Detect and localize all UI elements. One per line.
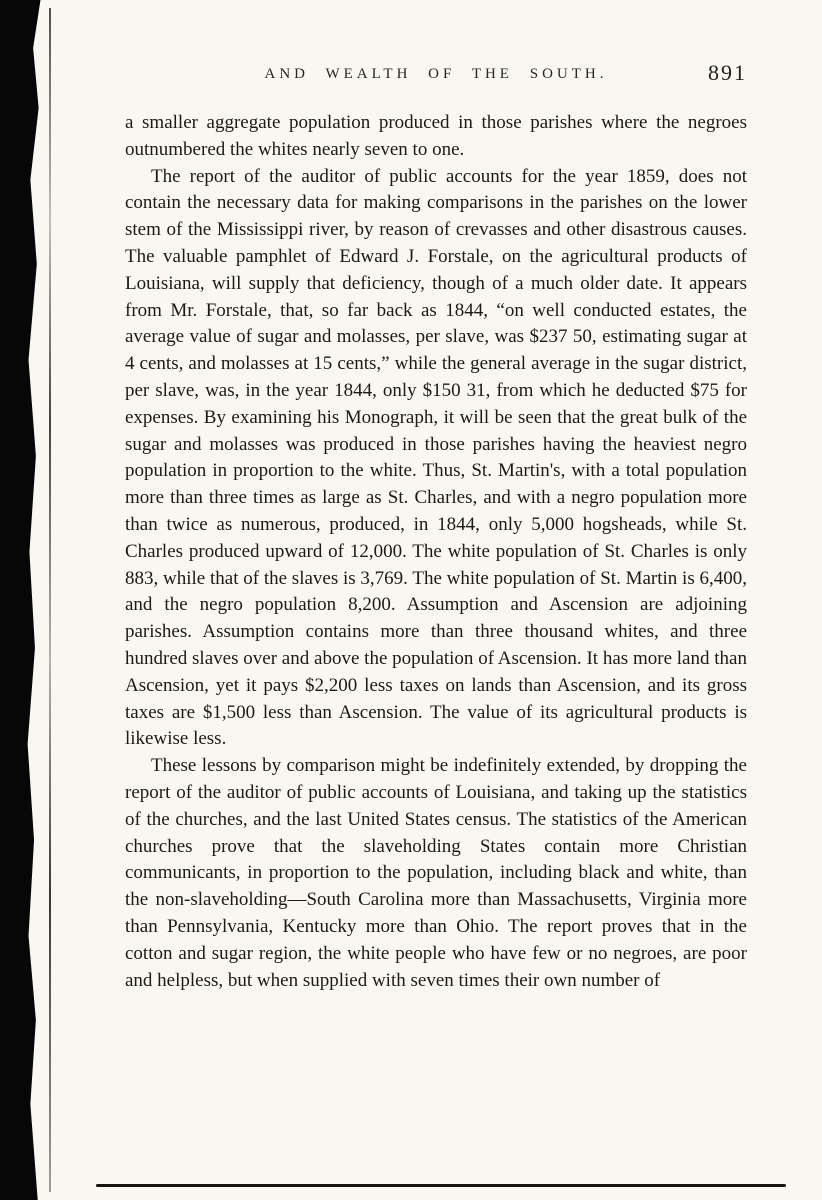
page-body [125, 110, 747, 994]
paragraph: a smaller aggregate population produced in those parishes where the negroes outnumbered the whites nearly seven to one. [125, 112, 747, 160]
page-header [125, 60, 747, 92]
page-number: 891 [708, 60, 747, 85]
running-title: AND WEALTH OF THE SOUTH. [264, 66, 608, 82]
paragraph: These lessons by comparison might be indefinitely extended, by dropping the report of the auditor of public accounts of Louisiana, and taking up the statistics of the churches, and the last United States census. The statistics of the American churches prove that the slaveholding States contain more Christian communicants, in proportion to the population, including black and white, than the non-slaveholding—South Carolina more than Massachusetts, Virginia more than Pennsylvania, Kentucky more than Ohio. The report proves that in the cotton and sugar region, the white people who have few or no negroes, are poor and helpless, but when supplied with seven times their own number of [125, 755, 747, 991]
paragraph: The report of the auditor of public accounts for the year 1859, does not contain the necessary data for making comparisons in the parishes on the lower stem of the Mississippi river, by reason of crevasses and other disastrous causes. The valuable pamphlet of Edward J. Forstale, on the agricultural products of Louisiana, will supply that deficiency, though of a much older date. It appears from Mr. Forstale, that, so far back as 1844, “on well conducted estates, the average value of sugar and molasses, per slave, was $237 50, estimating sugar at 4 cents, and molasses at 15 cents,” while the general average in the sugar district, per slave, was, in the year 1844, only $150 31, from which he deducted $75 for expenses. By examining his Monograph, it will be seen that the great bulk of the sugar and molasses was produced in those parishes having the heaviest negro population in proportion to the white. Thus, St. Martin's, with a total population more than three times as large as St. Charles, and with a negro population more than twice as numerous, produced, in 1844, only 5,000 hogsheads, while St. Charles produced upward of 12,000. The white population of St. Charles is only 883, while that of the slaves is 3,769. The white population of St. Martin is 6,400, and the negro population 8,200. Assumption and Ascension are adjoining parishes. Assumption contains more than three thousand whites, and three hundred slaves over and above the population of Ascension. It has more land than Ascension, yet it pays $2,200 less taxes on lands than Ascension, and its gross taxes are $1,500 less than Ascension. The value of its agricultural products is likewise less. [125, 165, 747, 750]
bottom-rule [96, 1184, 786, 1187]
page-edge-line [49, 8, 51, 1192]
book-binding-shadow [0, 0, 46, 1200]
scanned-page [125, 60, 747, 994]
